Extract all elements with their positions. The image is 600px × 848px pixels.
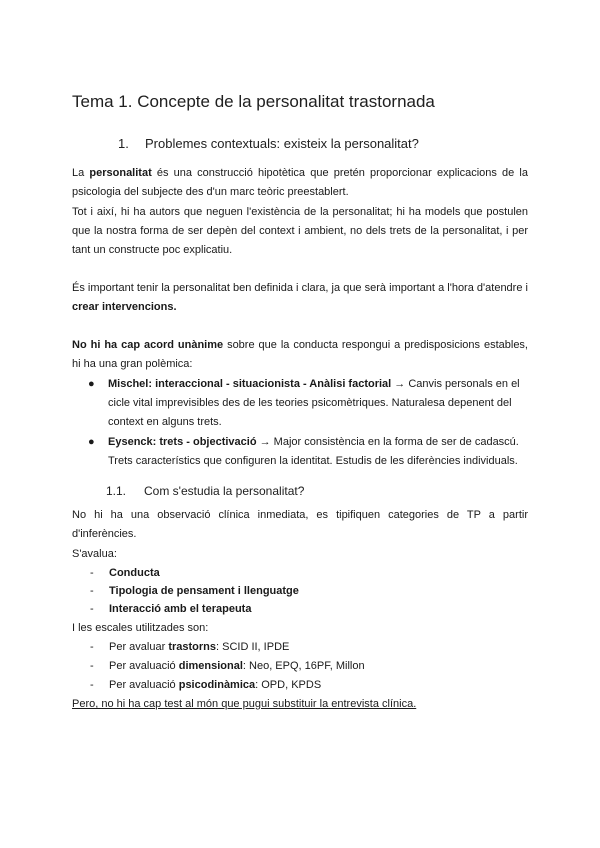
list-item <box>90 582 299 600</box>
dash-icon: - <box>90 679 94 691</box>
bullet-text: → Canvis personals en el cicle vital imprevisibles des de les teories psicomètriques. Naturalesa depenent del context en alguns trets. <box>108 378 520 428</box>
bullet-bold-text: Eysenck: trets - objectivació <box>108 436 257 448</box>
bullet-bold-text: Mischel: interaccional - situacionista - Anàlisi factorial <box>108 378 392 390</box>
bullet-icon: ● <box>88 378 95 390</box>
list-item-text: Tipologia de pensament i llenguatge <box>109 585 299 597</box>
bullet-text: → Major consistència en la forma de ser de cadascú. Trets característics que configuren la identitat. Estudis de les diferències individuals. <box>108 436 519 467</box>
list-item <box>90 676 321 694</box>
list-item-bold-text: trastorns <box>168 641 216 653</box>
list-item-text: : SCID II, IPDE <box>216 641 290 653</box>
section-number: 1. <box>118 136 129 151</box>
dash-icon: - <box>90 567 94 579</box>
paragraph-authors: Tot i així, hi ha autors que neguen l'existència de la personalitat; hi ha models que postulen que la nostra forma de ser depèn del context i ambient, no dels trets de la personalitat, i per tant un constructe poc explicatiu. <box>72 206 528 256</box>
paragraph-no-agreement <box>72 336 528 374</box>
list-item <box>90 564 160 582</box>
section-heading <box>118 136 419 151</box>
escales-label: I les escales utilitzades son: <box>72 622 209 634</box>
list-item <box>90 657 365 675</box>
subsection-heading <box>106 484 304 498</box>
para-text: és una construcció hipotètica que pretén proporcionar explicacions de la psicologia del subjecte des d'un marc teòric preestablert. <box>72 167 528 198</box>
dash-icon: - <box>90 641 94 653</box>
list-item <box>90 600 251 618</box>
list-item <box>88 433 528 471</box>
list-item-text: Interacció amb el terapeuta <box>109 603 252 615</box>
para-bold-text: personalitat <box>89 167 152 179</box>
list-item <box>90 638 289 656</box>
list-item-text: Conducta <box>109 567 160 579</box>
para-text: sobre que la conducta respongui a predisposicions estables, hi ha una gran polèmica: <box>72 339 528 370</box>
subsection-heading-text: Com s'estudia la personalitat? <box>144 484 305 498</box>
list-item-bold-text: dimensional <box>178 660 243 672</box>
page-title: Tema 1. Concepte de la personalitat trastornada <box>72 92 435 111</box>
list-item-text: Per avaluació <box>109 660 179 672</box>
list-item-text: Per avaluació <box>109 679 179 691</box>
list-item-text: Per avaluar <box>109 641 169 653</box>
paragraph-importance <box>72 279 528 317</box>
dash-icon: - <box>90 603 94 615</box>
section-heading-text: Problemes contextuals: existeix la personalitat? <box>145 136 419 151</box>
subsection-number: 1.1. <box>106 484 127 498</box>
list-item-bold-text: psicodinàmica <box>178 679 256 691</box>
paragraph-observation: No hi ha una observació clínica inmediata, es tipifiquen categories de TP a partir d'inferències. <box>72 509 528 540</box>
paragraph-definition <box>72 164 528 202</box>
para-bold-text: crear intervencions. <box>72 301 177 313</box>
closing-statement: Pero, no hi ha cap test al món que pugui substituir la entrevista clínica. <box>72 698 417 710</box>
para-bold-text: No hi ha cap acord unànime <box>72 339 224 351</box>
bullet-icon: ● <box>88 436 95 448</box>
para-text: És important tenir la personalitat ben definida i clara, ja que serà important a l'hora d'atendre i <box>72 282 528 294</box>
dash-icon: - <box>90 585 94 597</box>
avalua-label: S'avalua: <box>72 548 117 560</box>
list-item <box>88 375 528 432</box>
list-item-text: : Neo, EPQ, 16PF, Millon <box>242 660 365 672</box>
para-text: La <box>72 167 90 179</box>
list-item-text: : OPD, KPDS <box>255 679 322 691</box>
dash-icon: - <box>90 660 94 672</box>
